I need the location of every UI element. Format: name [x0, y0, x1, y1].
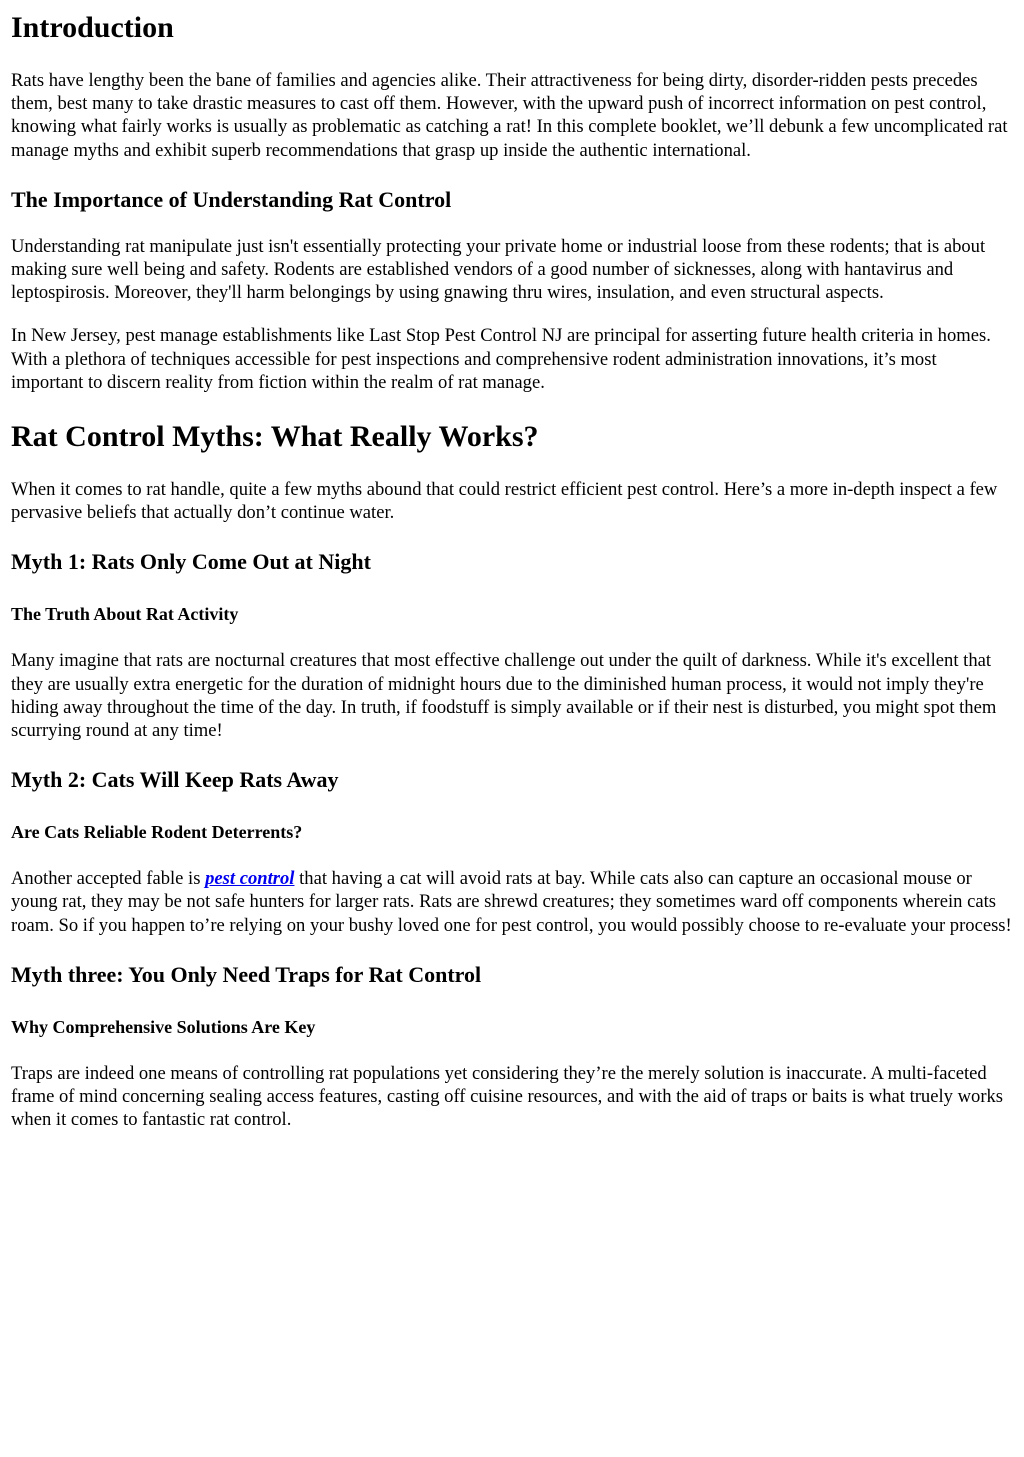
intro-paragraph: Rats have lengthy been the bane of families and agencies alike. Their attractiveness for being dirty, disorder-ridden pests precedes them, best many to take drastic measures to cast off them. However, with the upward push of incorrect information on pest control, knowing what fairly works is usually as problematic as catching a rat! In this complete booklet, we’ll debunk a few uncomplicated rat manage myths and exhibit superb recommendations that grasp up inside the authentic international. — [11, 70, 1008, 161]
importance-paragraph-1: Understanding rat manipulate just isn't essentially protecting your private home or industrial loose from these rodents; that is about making sure well being and safety. Rodents are established vendors of a good number of sicknesses, along with hantavirus and leptospirosis. Moreover, they'll harm belongings by using gnawing thru wires, insulation, and even structural aspects. — [11, 235, 986, 304]
importance-paragraph-2: In New Jersey, pest manage establishments like Last Stop Pest Control NJ are principal for asserting future health criteria in homes. With a plethora of techniques accessible for pest inspections and comprehensive rodent administration innovations, it’s most important to discern reality from fiction within the realm of rat manage. — [11, 325, 991, 393]
myth1-paragraph: Many imagine that rats are nocturnal creatures that most effective challenge out under the quilt of darkness. While it's excellent that they are usually extra energetic for the duration of midnight hours due to the diminished human process, it would not imply they're hiding away throughout the time of the day. In truth, if foodstuff is simply available or if their nest is disturbed, you might spot them scurrying round at any time! — [11, 650, 997, 742]
myth1-heading: Myth 1: Rats Only Come Out at Night — [11, 549, 371, 575]
pest-control-link[interactable]: pest control — [205, 868, 295, 890]
myth2-text-before-link: Another accepted fable is — [11, 868, 206, 890]
article-body — [0, 11, 1024, 1131]
intro-heading: Introduction — [11, 11, 174, 44]
myth1-subheading: The Truth About Rat Activity — [11, 604, 239, 625]
myth2-paragraph — [11, 867, 1013, 937]
myth3-heading: Myth three: You Only Need Traps for Rat Control — [11, 961, 482, 987]
importance-heading: The Importance of Understanding Rat Control — [11, 186, 452, 212]
myth3-subheading: Why Comprehensive Solutions Are Key — [11, 1016, 316, 1037]
myth2-heading: Myth 2: Cats Will Keep Rats Away — [11, 767, 339, 793]
myths-heading: Rat Control Myths: What Really Works? — [11, 420, 539, 454]
myths-paragraph: When it comes to rat handle, quite a few myths abound that could restrict efficient pest control. Here’s a more in-depth inspect a few pervasive beliefs that actually don’t continue water. — [11, 479, 998, 524]
myth2-subheading: Are Cats Reliable Rodent Deterrents? — [11, 822, 303, 843]
myth3-paragraph: Traps are indeed one means of controlling rat populations yet considering they’re the merely solution is inaccurate. A multi-faceted frame of mind concerning sealing access features, casting off cuisine resources, and with the aid of traps or baits is what truely works when it comes to fantastic rat control. — [11, 1062, 1004, 1131]
myth2-text-after-link: that having a cat will avoid rats at bay. While cats also can capture an occasional mouse or young rat, they may be not safe hunters for larger rats. Rats are shrewd creatures; they sometimes ward off components wherein cats roam. So if you happen to’re relying on your bushy loved one for pest control, you would possibly choose to re-evaluate your process! — [11, 868, 1012, 936]
